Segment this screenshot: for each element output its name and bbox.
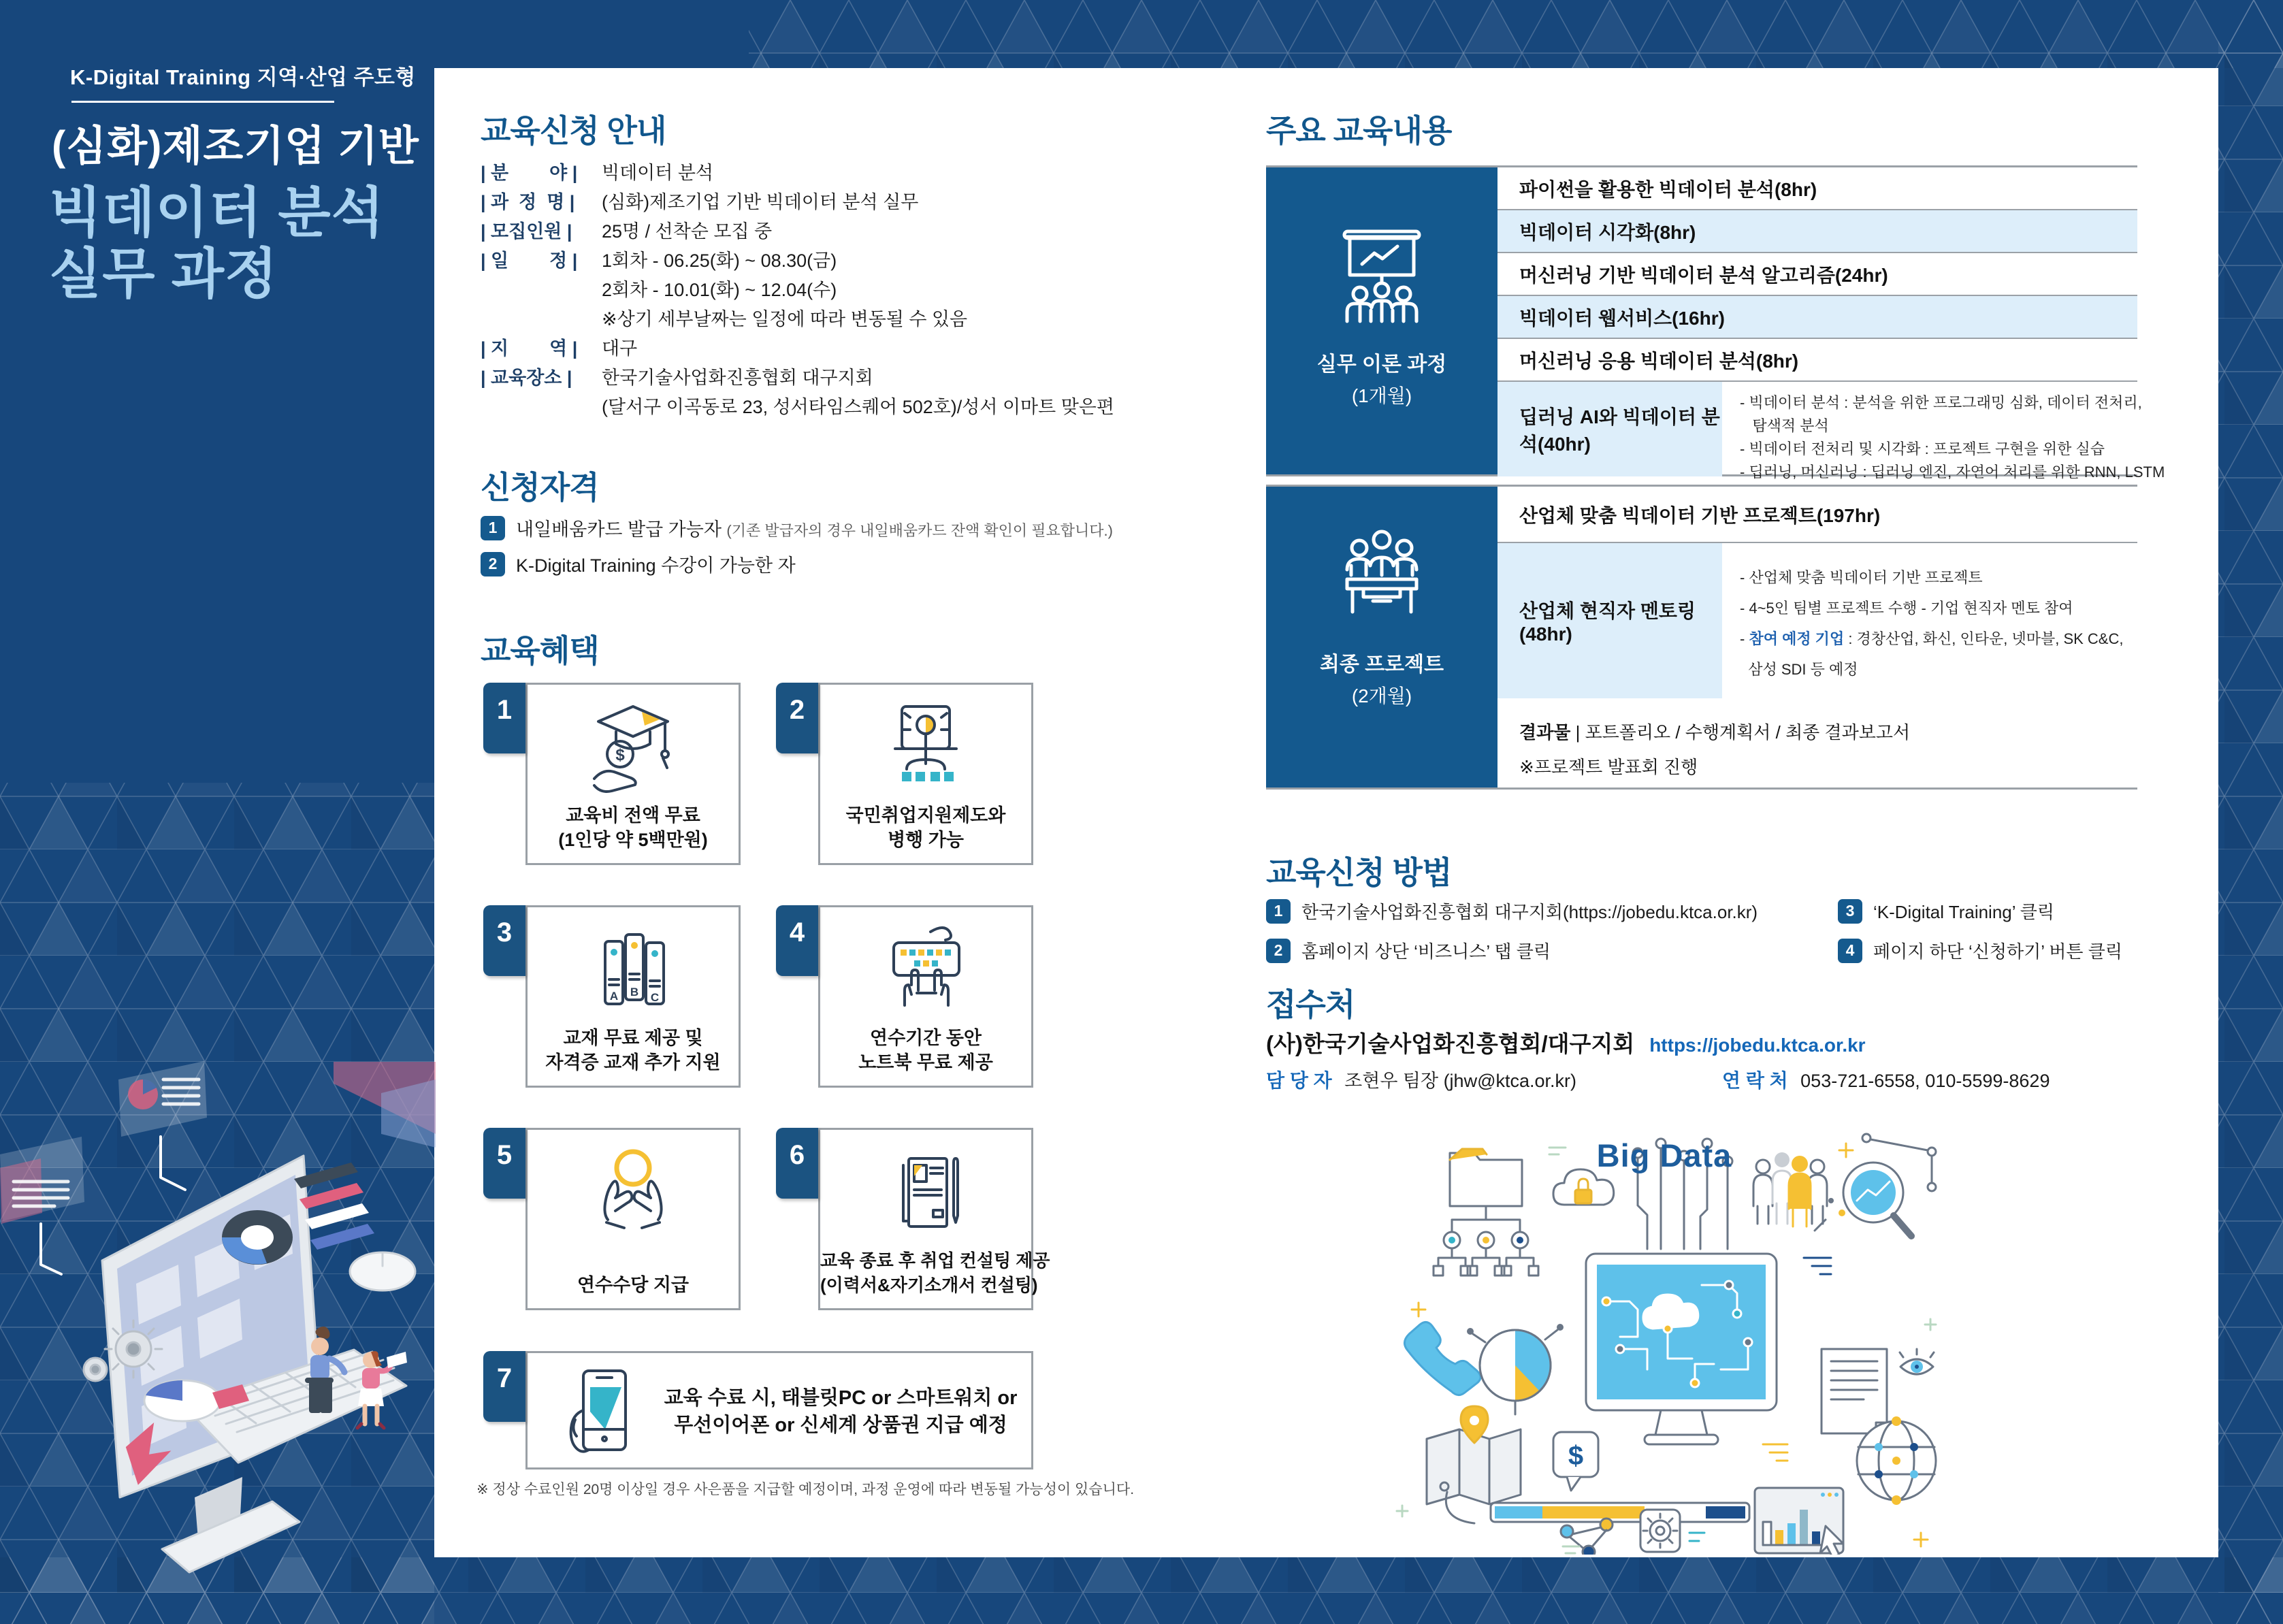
gift-device-icon: [551, 1363, 646, 1458]
svg-text:$: $: [1568, 1441, 1584, 1471]
program-badge: K-Digital Training 지역·산업 주도형: [70, 65, 416, 89]
apply-step-2: 2 홈페이지 상단 ‘비즈니스’ 탭 클릭: [1266, 938, 1551, 963]
guide-row: | 과 정 명 | (심화)제조기업 기반 빅데이터 분석 실무: [481, 192, 919, 212]
benefit-caption: 교육비 전액 무료 (1인당 약 5백만원): [558, 805, 708, 850]
number-badge: 2: [481, 552, 505, 576]
curriculum-table-project: [1266, 485, 2137, 790]
contact-heading: 접수처: [1266, 987, 1355, 1022]
curriculum-split-detail: - 산업체 맞춤 빅데이터 기반 프로젝트 - 4~5인 팀별 프로젝트 수행 - 기업 현직자 멘토 참여 - 참여 예정 기업 : 경창산업, 화신, 인타운, 넷마블, SK C&C, 삼성 SDI 등 예정: [1740, 569, 2124, 678]
curriculum-row: 머신러닝 기반 빅데이터 분석 알고리즘(24hr): [1497, 253, 2137, 296]
free-books-icon: [582, 917, 684, 1019]
number-badge: 2: [1266, 939, 1291, 963]
qualification-item: 1 내일배움카드 발급 가능자 (기존 발급자의 경우 내일배움카드 잔액 확인이 필요합니다.): [481, 515, 1113, 541]
qualification-item: 2 K-Digital Training 수강이 가능한 자: [481, 551, 1113, 577]
card-number-badge: 5: [483, 1128, 525, 1199]
benefit-caption: 교육 종료 후 취업 컨설팅 제공 (이력서&자기소개서 컨설팅): [820, 1250, 1050, 1295]
curriculum-table-theory: [1266, 165, 2165, 481]
curriculum-result-row: 결과물 | 포트폴리오 / 수행계획서 / 최종 결과보고서 ※프로젝트 발표회 진행: [1519, 722, 1911, 777]
contact-person-line: [1266, 1066, 2137, 1093]
poster-title-line2: 빅데이터 분석: [49, 182, 385, 243]
contact-org: (사)한국기술사업화진흥협회/대구지회: [1266, 1031, 1635, 1056]
guide-row: | 지 역 | 대구: [481, 338, 638, 359]
number-badge: 3: [1838, 899, 1862, 924]
card-number-badge: 4: [776, 905, 818, 976]
guide-row: 2회차 - 10.01(화) ~ 12.04(수): [602, 280, 837, 300]
guide-heading: 교육신청 안내: [481, 113, 666, 148]
curriculum-split-detail: - 빅데이터 분석 : 분석을 위한 프로그래밍 심화, 데이터 전처리, 탐색적 분석 - 빅데이터 전처리 및 시각화 : 프로젝트 구현을 위한 실습 - 딥러닝, 머신러닝 : 딥러닝 엔진, 자연어 처리를 위한 RNN, LSTM: [1740, 394, 2165, 481]
card-number-badge: 1: [483, 683, 525, 753]
card-number-badge: 2: [776, 683, 818, 753]
curriculum-split-title: 산업체 현직자 멘토링(48hr): [1497, 543, 1722, 698]
curriculum-row: 빅데이터 웹서비스(16hr): [1497, 296, 2137, 339]
apply-step-1: 1 한국기술사업화진흥협회 대구지회(https://jobedu.ktca.or.kr): [1266, 898, 1758, 924]
qualification-heading: 신청자격: [481, 470, 599, 505]
card-number-badge: 6: [776, 1128, 818, 1199]
big-data-illustration: [1382, 1124, 1947, 1555]
benefit-card-6: [789, 1128, 1050, 1310]
big-data-art: [1382, 1124, 1947, 1555]
benefit-card-5: [496, 1128, 741, 1310]
curriculum-row: 파이썬을 활용한 빅데이터 분석(8hr): [1497, 167, 2137, 210]
svg-text:A: A: [609, 990, 619, 1003]
phone-label: 연 락 처: [1722, 1070, 1788, 1091]
guide-row: | 모집인원 | 25명 / 선착순 모집 중: [481, 221, 773, 242]
phone-value: 053-721-6558, 010-5599-8629: [1800, 1071, 2050, 1091]
theory-course-cell: 실무 이론 과정 (1개월): [1266, 167, 1497, 474]
benefit-caption: 국민취업지원제도와 병행 가능: [845, 805, 1006, 850]
guide-row: ※상기 세부날짜는 일정에 따라 변동될 수 있음: [602, 309, 968, 329]
benefit-caption: 연수수당 지급: [577, 1275, 689, 1295]
contact-org-line: [1266, 1026, 1866, 1058]
benefit-caption: 연수기간 동안 노트북 무료 제공: [858, 1028, 993, 1073]
poster-title-line1: (심화)제조기업 기반: [52, 123, 419, 169]
sidebar-divider: [71, 101, 334, 103]
benefit-card-1: [496, 683, 741, 865]
curriculum-row: 빅데이터 시각화(8hr): [1497, 210, 2137, 253]
benefit-caption: 교재 무료 제공 및 자격증 교재 추가 지원: [545, 1028, 721, 1073]
tuition-free-icon: [582, 694, 684, 796]
number-badge: 1: [481, 516, 505, 540]
benefit-card-2: [789, 683, 1033, 865]
big-data-title: Big Data: [1596, 1137, 1732, 1173]
benefits-footnote: ※ 정상 수료인원 20명 이상일 경우 사은품을 지급할 예정이며, 과정 운영에 따라 변동될 가능성이 있습니다.: [476, 1482, 1135, 1497]
apply-step-3: 3 ‘K-Digital Training’ 클릭: [1838, 898, 2054, 924]
curriculum-split-title: 딥러닝 AI와 빅데이터 분석(40hr): [1497, 382, 1722, 476]
person-label: 담 당 자: [1266, 1070, 1332, 1091]
benefits-heading: 교육혜택: [481, 633, 599, 668]
contact-url: https://jobedu.ktca.or.kr: [1649, 1035, 1866, 1056]
job-consulting-icon: [875, 1139, 977, 1241]
curriculum-row: 산업체 맞춤 빅데이터 기반 프로젝트(197hr): [1497, 487, 2137, 543]
benefit-caption: 교육 수료 시, 태블릿PC or 스마트워치 or 무선이어폰 or 신세계 상품권 지급 예정: [664, 1387, 1018, 1436]
guide-row: | 일 정 | 1회차 - 06.25(화) ~ 08.30(금): [481, 250, 837, 271]
svg-text:B: B: [630, 986, 639, 998]
meeting-icon: [1324, 522, 1440, 638]
employment-support-icon: [875, 694, 977, 796]
phone-group: [1722, 1066, 2050, 1093]
svg-text:C: C: [650, 991, 660, 1004]
card-number-badge: 7: [483, 1351, 525, 1422]
curriculum-heading: 주요 교육내용: [1266, 113, 1452, 148]
benefit-card-3: [496, 905, 741, 1088]
number-badge: 1: [1266, 899, 1291, 924]
person-value: 조현우 팀장 (jhw@ktca.or.kr): [1344, 1071, 1577, 1091]
guide-row: | 분 야 | 빅데이터 분석: [481, 163, 713, 183]
qualification-list: [481, 515, 1113, 587]
lecture-icon: [1324, 219, 1440, 335]
svg-text:$: $: [615, 746, 625, 764]
card-number-badge: 3: [483, 905, 525, 976]
guide-row: (달서구 이곡동로 23, 성서타임스퀘어 502호)/성서 이마트 맞은편: [602, 397, 1114, 417]
isometric-computer-illustration: [0, 1052, 436, 1624]
guide-row: | 교육장소 | 한국기술사업화진흥협회 대구지회: [481, 368, 873, 388]
curriculum-row: 머신러닝 응용 빅데이터 분석(8hr): [1497, 339, 2137, 382]
number-badge: 4: [1838, 939, 1862, 963]
apply-heading: 교육신청 방법: [1266, 855, 1452, 890]
final-project-cell: 최종 프로젝트 (2개월): [1266, 487, 1497, 787]
laptop-rental-icon: [875, 917, 977, 1019]
poster-title-line3: 실무 과정: [49, 244, 278, 304]
benefit-card-7: [496, 1351, 1033, 1469]
benefit-card-4: [789, 905, 1033, 1088]
apply-step-4: 4 페이지 하단 ‘신청하기’ 버튼 클릭: [1838, 938, 2122, 963]
allowance-icon: [582, 1139, 684, 1241]
